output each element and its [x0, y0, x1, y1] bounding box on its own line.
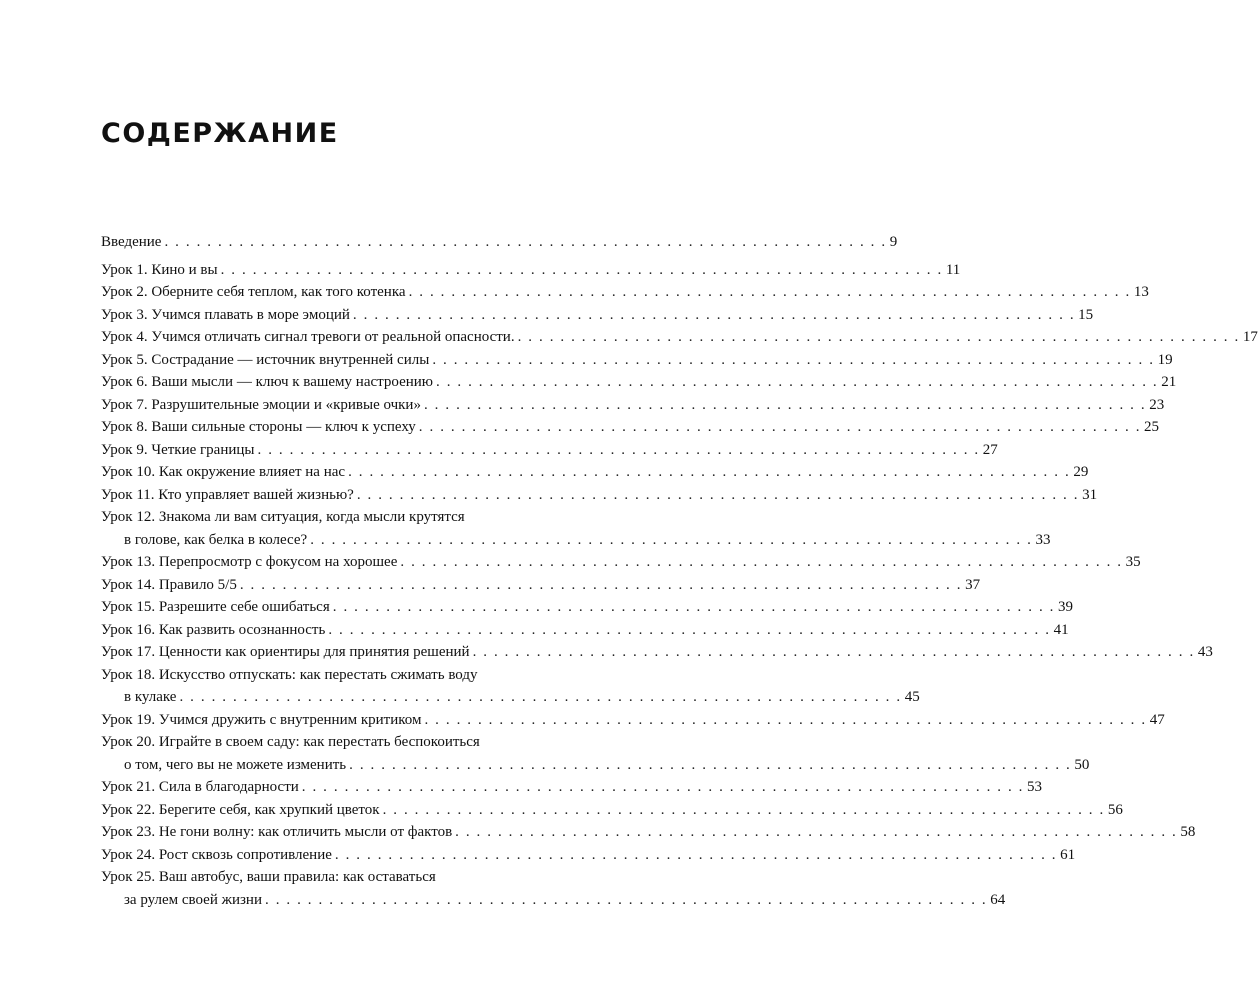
toc-entry[interactable] — [101, 484, 1098, 507]
toc-entry-title: Урок 19. Учимся дружить с внутренним критиком — [101, 711, 422, 728]
toc-page-number: 27 — [982, 441, 998, 458]
toc-page-number: 50 — [1074, 756, 1090, 773]
toc-page-number: 31 — [1082, 486, 1098, 503]
toc-entry-title: Урок 8. Ваши сильные стороны — ключ к успеху — [101, 419, 416, 435]
toc-entry-title: в голове, как белка в колесе? — [124, 531, 308, 548]
toc-page-number: 21 — [1161, 374, 1177, 390]
toc-page-number: 56 — [1107, 801, 1123, 818]
toc-entry[interactable] — [101, 461, 1089, 484]
toc-entry-title: Урок 10. Как окружение влияет на нас — [101, 464, 346, 480]
toc-entry[interactable] — [101, 439, 998, 462]
dot-leader: . . . . . . . . . . . . . . . . . . . . . . . . . . . . . . . . . . . . . . . . . . . . . . . . . . . . . . . . . . . . . . . . . . . . — [356, 486, 1080, 503]
dot-leader: . . . . . . . . . . . . . . . . . . . . . . . . . . . . . . . . . . . . . . . . . . . . . . . . . . . . . . . . . . . . . . . . . . . . — [432, 351, 1155, 368]
dot-leader: . . . . . . . . . . . . . . . . . . . . . . . . . . . . . . . . . . . . . . . . . . . . . . . . . . . . . . . . . . . . . . . . . . . . — [400, 554, 1123, 570]
toc-page-number: 25 — [1144, 419, 1160, 435]
toc-entry-title: Урок 12. Знакома ли вам ситуация, когда мысли крутятся — [101, 509, 465, 525]
toc-entry[interactable] — [101, 664, 920, 709]
toc-entry-title: Урок 5. Сострадание — источник внутренней силы — [101, 351, 430, 368]
toc-page-number: 61 — [1060, 846, 1076, 863]
toc-entry-title: Урок 24. Рост сквозь сопротивление — [101, 846, 332, 863]
toc-entry-title: Урок 25. Ваш автобус, ваши правила: как оставаться — [101, 869, 436, 885]
dot-leader: . . . . . . . . . . . . . . . . . . . . . . . . . . . . . . . . . . . . . . . . . . . . . . . . . . . . . . . . . . . . . . . . . . . . — [328, 621, 1051, 638]
toc-page-number: 19 — [1157, 351, 1173, 368]
toc-page-number: 37 — [965, 576, 981, 593]
toc-entry[interactable] — [101, 731, 1090, 776]
toc-entry-title: Урок 20. Играйте в своем саду: как перестать беспокоиться — [101, 734, 480, 750]
dot-leader: . . . . . . . . . . . . . . . . . . . . . . . . . . . . . . . . . . . . . . . . . . . . . . . . . . . . . . . . . . . . . . . . . . . . — [239, 576, 963, 593]
toc-page-number: 58 — [1180, 824, 1196, 840]
toc-entry[interactable] — [101, 574, 981, 597]
toc-entry[interactable] — [101, 371, 1177, 394]
toc-page-number: 9 — [889, 234, 898, 250]
toc-page-number: 11 — [945, 261, 961, 278]
toc-entry[interactable] — [101, 821, 1196, 844]
dot-leader: . . . . . . . . . . . . . . . . . . . . . . . . . . . . . . . . . . . . . . . . . . . . . . . . . . . . . . . . . . . . . . . . . . . . — [257, 441, 980, 458]
toc-entry-title: Урок 11. Кто управляет вашей жизнью? — [101, 486, 354, 503]
toc-page-number: 47 — [1149, 711, 1165, 728]
toc-entry-title: Урок 6. Ваши мысли — ключ к вашему настроению — [101, 374, 433, 390]
toc-page-number: 41 — [1053, 621, 1069, 638]
toc-entry-title: о том, чего вы не можете изменить — [124, 756, 347, 773]
toc-entry[interactable] — [101, 776, 1043, 799]
dot-leader: . . . . . . . . . . . . . . . . . . . . . . . . . . . . . . . . . . . . . . . . . . . . . . . . . . . . . . . . . . . . . . . . . . . . — [334, 846, 1058, 863]
table-of-contents — [101, 231, 1258, 911]
dot-leader: . . . . . . . . . . . . . . . . . . . . . . . . . . . . . . . . . . . . . . . . . . . . . . . . . . . . . . . . . . . . . . . . . . . . — [349, 756, 1072, 773]
toc-entry-title: Урок 1. Кино и вы — [101, 261, 218, 278]
toc-page-number: 29 — [1073, 464, 1089, 480]
toc-page-number: 23 — [1149, 396, 1165, 413]
toc-entry[interactable] — [101, 619, 1069, 642]
dot-leader: . . . . . . . . . . . . . . . . . . . . . . . . . . . . . . . . . . . . . . . . . . . . . . . . . . . . . . . . . . . . . . . . . . . . — [382, 801, 1105, 818]
dot-leader: . . . . . . . . . . . . . . . . . . . . . . . . . . . . . . . . . . . . . . . . . . . . . . . . . . . . . . . . . . . . . . . . . . . . — [424, 711, 1147, 728]
toc-entry[interactable] — [101, 281, 1149, 304]
toc-entry-title: Урок 16. Как развить осознанность — [101, 621, 326, 638]
dot-leader: . . . . . . . . . . . . . . . . . . . . . . . . . . . . . . . . . . . . . . . . . . . . . . . . . . . . . . . . . . . . . . . . . . . . — [164, 234, 887, 250]
toc-entry[interactable] — [101, 394, 1165, 417]
toc-page-number: 33 — [1035, 531, 1051, 548]
toc-entry[interactable] — [101, 799, 1123, 822]
toc-entry-title: Урок 9. Четкие границы — [101, 441, 255, 458]
toc-entry-title: Введение — [101, 234, 162, 250]
dot-leader: . . . . . . . . . . . . . . . . . . . . . . . . . . . . . . . . . . . . . . . . . . . . . . . . . . . . . . . . . . . . . . . . . . . . — [352, 306, 1076, 323]
dot-leader: . . . . . . . . . . . . . . . . . . . . . . . . . . . . . . . . . . . . . . . . . . . . . . . . . . . . . . . . . . . . . . . . . . . . — [418, 419, 1142, 435]
dot-leader: . . . . . . . . . . . . . . . . . . . . . . . . . . . . . . . . . . . . . . . . . . . . . . . . . . . . . . . . . . . . . . . . . . . . — [472, 644, 1195, 660]
toc-entry-title: Урок 21. Сила в благодарности — [101, 779, 299, 795]
toc-entry[interactable] — [101, 506, 1051, 551]
toc-entry[interactable] — [101, 416, 1160, 439]
toc-entry[interactable] — [101, 551, 1141, 574]
toc-entry[interactable] — [101, 349, 1173, 372]
dot-leader: . . . . . . . . . . . . . . . . . . . . . . . . . . . . . . . . . . . . . . . . . . . . . . . . . . . . . . . . . . . . . . . . . . . . — [408, 284, 1131, 300]
toc-entry[interactable] — [101, 259, 961, 282]
dot-leader: . . . . . . . . . . . . . . . . . . . . . . . . . . . . . . . . . . . . . . . . . . . . . . . . . . . . . . . . . . . . . . . . . . . . — [301, 779, 1025, 795]
dot-leader: . . . . . . . . . . . . . . . . . . . . . . . . . . . . . . . . . . . . . . . . . . . . . . . . . . . . . . . . . . . . . . . . . . . . — [436, 374, 1159, 390]
toc-entry-title: Урок 23. Не гони волну: как отличить мысли от фактов — [101, 824, 453, 840]
dot-leader: . . . . . . . . . . . . . . . . . . . . . . . . . . . . . . . . . . . . . . . . . . . . . . . . . . . . . . . . . . . . . . . . . . . . — [348, 464, 1071, 480]
toc-page-number: 17 — [1242, 329, 1258, 345]
toc-entry-title: Урок 4. Учимся отличать сигнал тревоги от реальной опасности. — [101, 329, 515, 345]
dot-leader: . . . . . . . . . . . . . . . . . . . . . . . . . . . . . . . . . . . . . . . . . . . . . . . . . . . . . . . . . . . . . . . . . . . . — [220, 261, 943, 278]
toc-entry-title: Урок 18. Искусство отпускать: как перестать сжимать воду — [101, 666, 478, 683]
toc-entry[interactable] — [101, 844, 1076, 867]
toc-page-number: 39 — [1058, 599, 1073, 615]
dot-leader: . . . . . . . . . . . . . . . . . . . . . . . . . . . . . . . . . . . . . . . . . . . . . . . . . . . . . . . . . . . . . . . . . . . . — [265, 891, 988, 908]
toc-entry[interactable] — [101, 326, 1258, 349]
toc-page-number: 15 — [1078, 306, 1094, 323]
toc-entry[interactable] — [101, 596, 1073, 619]
toc-page-number: 53 — [1027, 779, 1043, 795]
toc-entry-title: Урок 7. Разрушительные эмоции и «кривые очки» — [101, 396, 421, 413]
toc-entry[interactable] — [101, 866, 1006, 911]
toc-entry-title: в кулаке — [124, 689, 177, 705]
toc-page-number: 35 — [1125, 554, 1141, 570]
toc-entry-title: Урок 13. Перепросмотр с фокусом на хорошее — [101, 554, 398, 570]
dot-leader: . . . . . . . . . . . . . . . . . . . . . . . . . . . . . . . . . . . . . . . . . . . . . . . . . . . . . . . . . . . . . . . . . . . . — [455, 824, 1178, 840]
toc-page-number: 45 — [904, 689, 920, 705]
toc-entry-title: Урок 17. Ценности как ориентиры для принятия решений — [101, 644, 470, 660]
toc-entry[interactable] — [101, 641, 1213, 664]
toc-entry[interactable] — [101, 304, 1094, 327]
dot-leader: . . . . . . . . . . . . . . . . . . . . . . . . . . . . . . . . . . . . . . . . . . . . . . . . . . . . . . . . . . . . . . . . . . . . — [332, 599, 1055, 615]
toc-entry-title: за рулем своей жизни — [124, 891, 262, 908]
dot-leader: . . . . . . . . . . . . . . . . . . . . . . . . . . . . . . . . . . . . . . . . . . . . . . . . . . . . . . . . . . . . . . . . . . . . — [310, 531, 1033, 548]
toc-entry-title: Урок 3. Учимся плавать в море эмоций — [101, 306, 350, 323]
page-title: СОДЕРЖАНИЕ — [101, 118, 339, 149]
dot-leader: . . . . . . . . . . . . . . . . . . . . . . . . . . . . . . . . . . . . . . . . . . . . . . . . . . . . . . . . . . . . . . . . . . . . — [423, 396, 1147, 413]
toc-page-number: 43 — [1197, 644, 1213, 660]
dot-leader: . . . . . . . . . . . . . . . . . . . . . . . . . . . . . . . . . . . . . . . . . . . . . . . . . . . . . . . . . . . . . . . . . . . . — [517, 329, 1240, 345]
toc-entry-title: Урок 2. Оберните себя теплом, как того котенка — [101, 284, 406, 300]
dot-leader: . . . . . . . . . . . . . . . . . . . . . . . . . . . . . . . . . . . . . . . . . . . . . . . . . . . . . . . . . . . . . . . . . . . . — [179, 689, 902, 705]
toc-page-number: 64 — [990, 891, 1006, 908]
toc-entry-title: Урок 15. Разрешите себе ошибаться — [101, 599, 330, 615]
toc-entry[interactable] — [101, 709, 1165, 732]
toc-entry-title: Урок 14. Правило 5/5 — [101, 576, 237, 593]
toc-page-number: 13 — [1133, 284, 1149, 300]
toc-entry[interactable] — [101, 231, 898, 254]
toc-entry-title: Урок 22. Берегите себя, как хрупкий цветок — [101, 801, 380, 818]
